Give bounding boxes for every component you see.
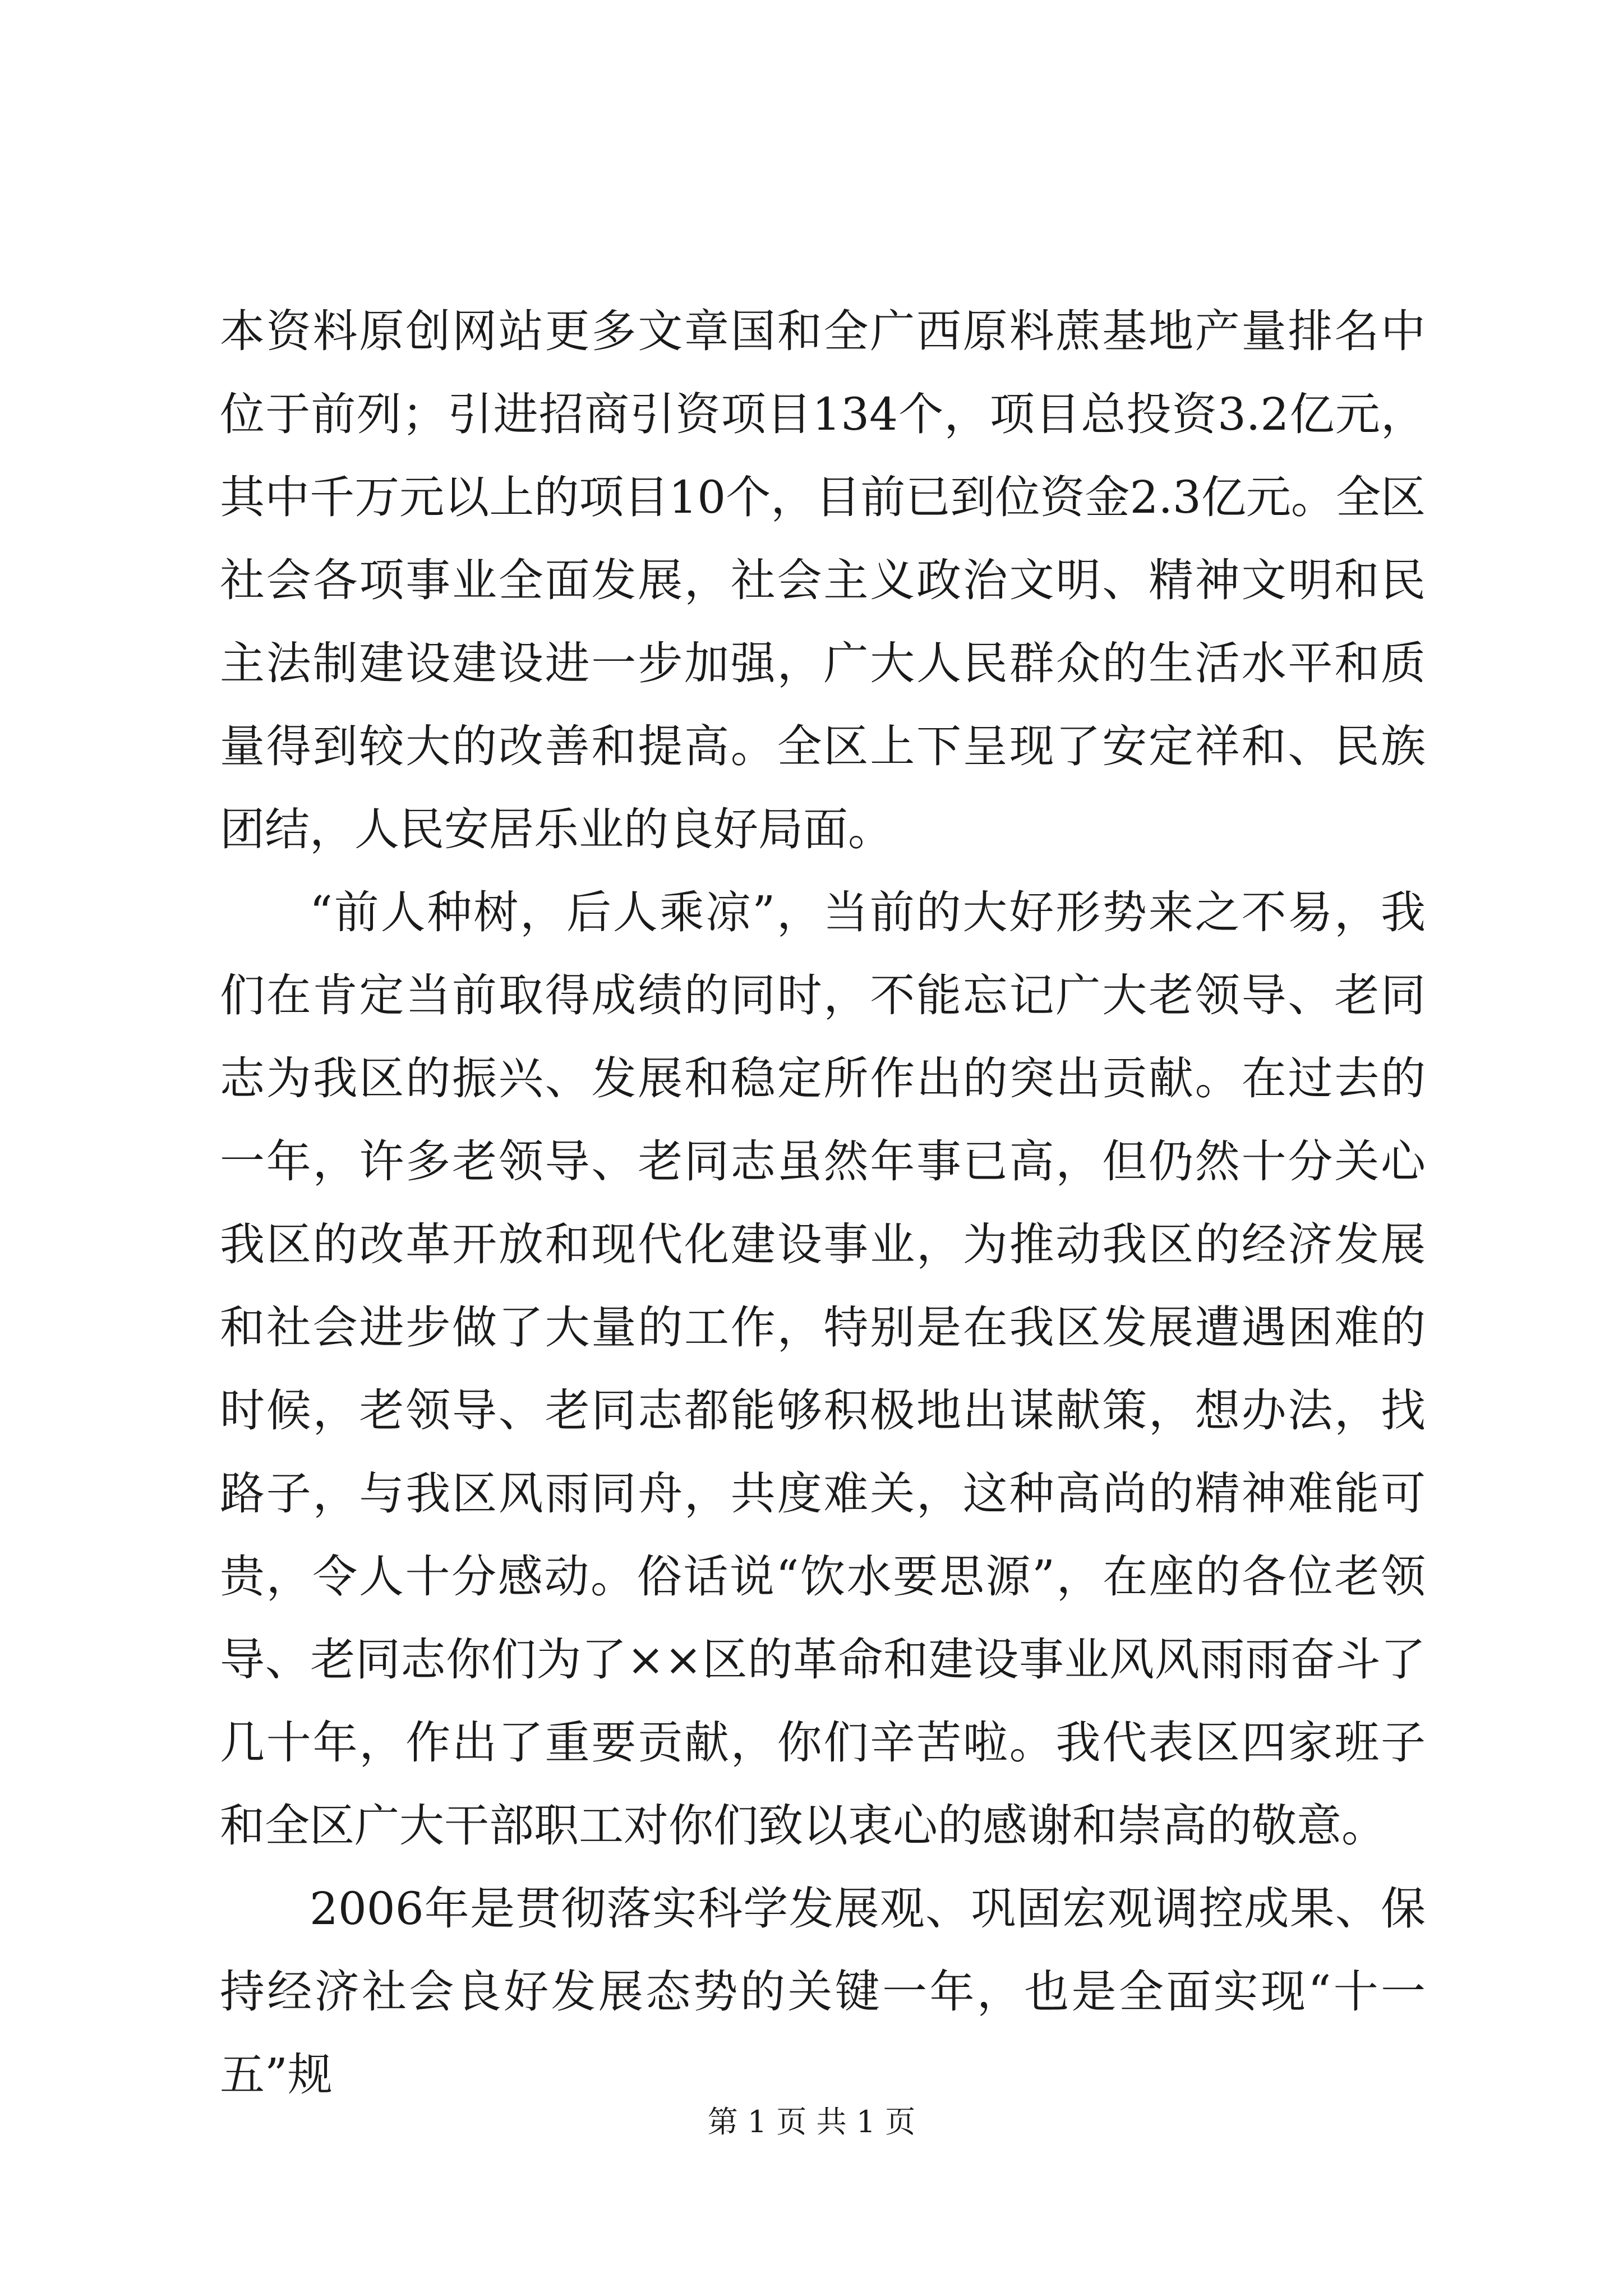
paragraph-tribute: “前人种树，后人乘凉”，当前的大好形势来之不易，我们在肯定当前取得成绩的同时，不能忘记广大老领导、老同志为我区的振兴、发展和稳定所作出的突出贡献。在过去的一年，许多老领导、老同志虽然年事已高，但仍然十分关心我区的改革开放和现代化建设事业，为推动我区的经济发展和社会进步做了大量的工作，特别是在我区发展遭遇困难的时候，老领导、老同志都能够积极地出谋献策，想办法，找路子，与我区风雨同舟，共度难关，这种高尚的精神难能可贵，令人十分感动。俗话说“饮水要思源”，在座的各位老领导、老同志你们为了××区的革命和建设事业风风雨雨奋斗了几十年，作出了重要贡献，你们辛苦啦。我代表区四家班子和全区广大干部职工对你们致以衷心的感谢和崇高的敬意。 <box>220 886 1426 1852</box>
document-body <box>220 290 1426 2116</box>
page-footer: 第 1 页 共 1 页 <box>707 2104 916 2139</box>
paragraph-continued: 本资料原创网站更多文章国和全广西原料蔗基地产量排名中位于前列；引进招商引资项目134个，项目总投资3.2亿元，其中千万元以上的项目10个，目前已到位资金2.3亿元。全区社会各项事业全面发展，社会主义政治文明、精神文明和民主法制建设建设进一步加强，广大人民群众的生活水平和质量得到较大的改善和提高。全区上下呈现了安定祥和、民族团结，人民安居乐业的良好局面。 <box>220 305 1426 855</box>
paragraph-2006: 2006年是贯彻落实科学发展观、巩固宏观调控成果、保持经济社会良好发展态势的关键一年，也是全面实现“十一五”规 <box>220 1883 1426 2101</box>
